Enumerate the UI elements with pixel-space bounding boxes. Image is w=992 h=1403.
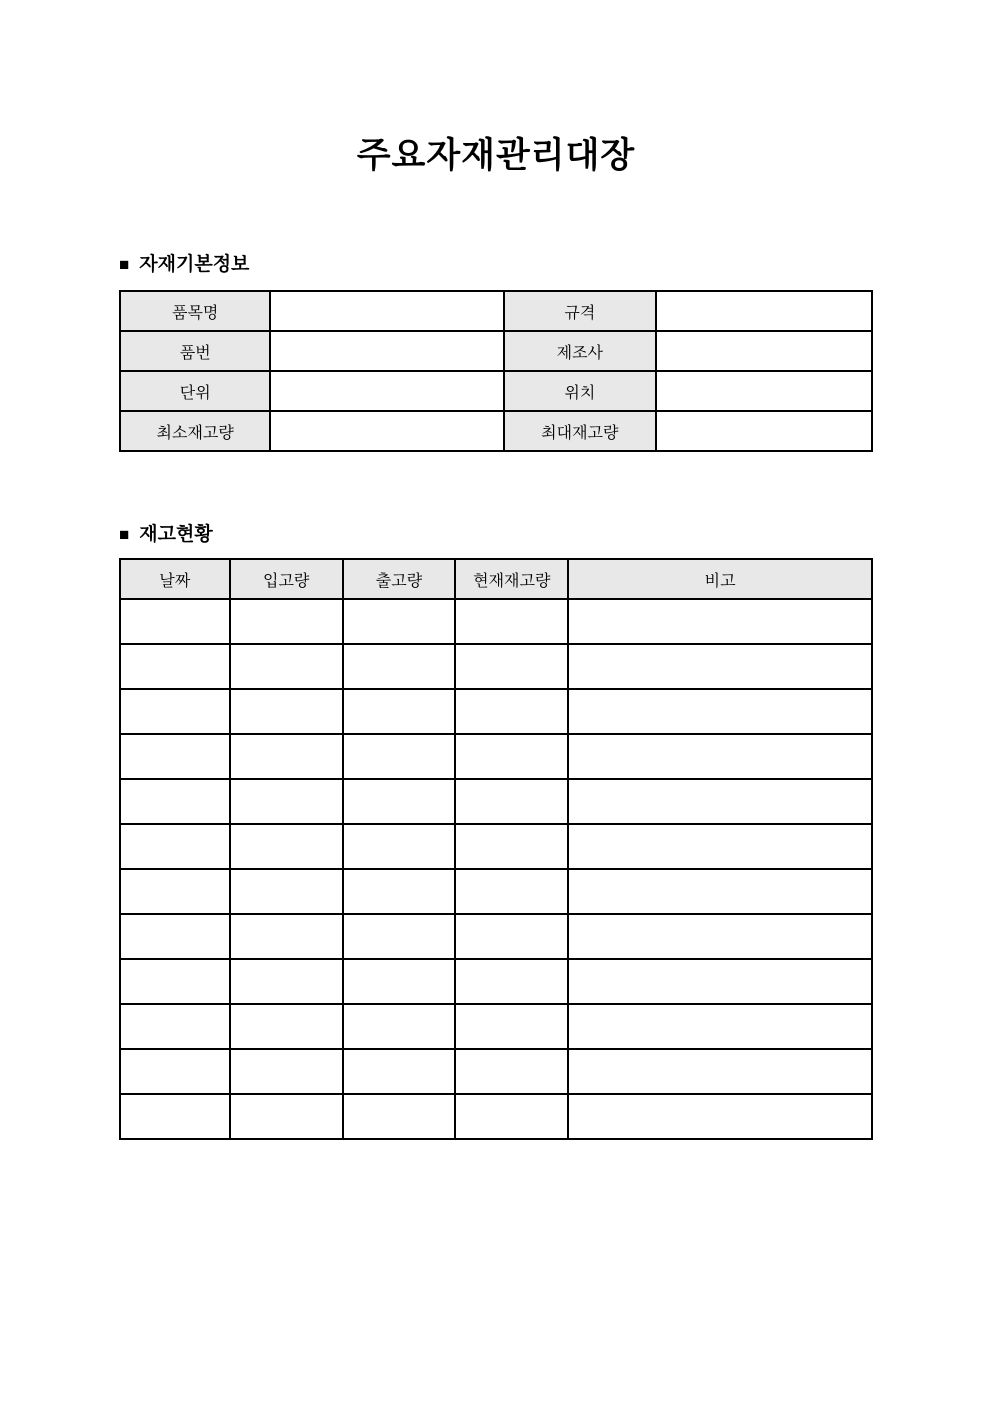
stock-cell-empty bbox=[230, 914, 343, 959]
stock-cell-empty bbox=[568, 599, 872, 644]
stock-cell-empty bbox=[568, 734, 872, 779]
field-value-unit bbox=[270, 371, 503, 411]
field-label-max-stock: 최대재고량 bbox=[504, 411, 657, 451]
stock-cell-empty bbox=[568, 1004, 872, 1049]
stock-cell-empty bbox=[230, 779, 343, 824]
field-label-unit: 단위 bbox=[120, 371, 270, 411]
stock-cell-empty bbox=[230, 869, 343, 914]
stock-cell-empty bbox=[455, 824, 568, 869]
stock-cell-empty bbox=[343, 644, 456, 689]
stock-cell-empty bbox=[568, 1094, 872, 1139]
stock-row bbox=[120, 869, 872, 914]
section-bullet-icon: ■ bbox=[119, 255, 130, 274]
stock-row bbox=[120, 599, 872, 644]
stock-cell-empty bbox=[568, 914, 872, 959]
stock-row bbox=[120, 1049, 872, 1094]
stock-cell-empty bbox=[343, 779, 456, 824]
field-label-spec: 규격 bbox=[504, 291, 657, 331]
stock-status-table bbox=[119, 558, 873, 1140]
stock-cell-empty bbox=[455, 689, 568, 734]
stock-header-row bbox=[120, 559, 872, 599]
section-heading-label: 자재기본정보 bbox=[139, 254, 250, 275]
basic-info-row bbox=[120, 371, 872, 411]
stock-cell-empty bbox=[455, 1004, 568, 1049]
basic-info-table bbox=[119, 290, 873, 452]
stock-cell-empty bbox=[455, 734, 568, 779]
stock-cell-empty bbox=[455, 1049, 568, 1094]
basic-info-row bbox=[120, 291, 872, 331]
section-heading-basic-info bbox=[119, 253, 873, 276]
stock-row bbox=[120, 779, 872, 824]
column-header-date: 날짜 bbox=[120, 559, 230, 599]
stock-table-body bbox=[120, 599, 872, 1139]
stock-cell-empty bbox=[230, 734, 343, 779]
stock-cell-empty bbox=[230, 1004, 343, 1049]
basic-info-row bbox=[120, 331, 872, 371]
stock-cell-empty bbox=[230, 644, 343, 689]
stock-row bbox=[120, 689, 872, 734]
section-heading-label: 재고현황 bbox=[139, 524, 213, 545]
stock-cell-empty bbox=[568, 644, 872, 689]
field-value-max-stock bbox=[656, 411, 872, 451]
stock-cell-empty bbox=[568, 1049, 872, 1094]
stock-row bbox=[120, 824, 872, 869]
stock-cell-empty bbox=[343, 1049, 456, 1094]
field-label-location: 위치 bbox=[504, 371, 657, 411]
stock-cell-empty bbox=[343, 1094, 456, 1139]
stock-cell-empty bbox=[120, 734, 230, 779]
stock-cell-empty bbox=[343, 959, 456, 1004]
stock-cell-empty bbox=[568, 959, 872, 1004]
stock-cell-empty bbox=[120, 779, 230, 824]
field-label-part-no: 품번 bbox=[120, 331, 270, 371]
column-header-inbound-qty: 입고량 bbox=[230, 559, 343, 599]
field-value-item-name bbox=[270, 291, 503, 331]
stock-cell-empty bbox=[455, 869, 568, 914]
stock-cell-empty bbox=[455, 779, 568, 824]
column-header-current-stock: 현재재고량 bbox=[455, 559, 568, 599]
stock-cell-empty bbox=[343, 824, 456, 869]
stock-cell-empty bbox=[120, 914, 230, 959]
stock-cell-empty bbox=[343, 599, 456, 644]
stock-cell-empty bbox=[120, 1094, 230, 1139]
stock-cell-empty bbox=[120, 1004, 230, 1049]
stock-cell-empty bbox=[343, 1004, 456, 1049]
field-value-spec bbox=[656, 291, 872, 331]
field-value-location bbox=[656, 371, 872, 411]
stock-row bbox=[120, 1094, 872, 1139]
stock-row bbox=[120, 914, 872, 959]
stock-cell-empty bbox=[120, 824, 230, 869]
stock-row bbox=[120, 644, 872, 689]
column-header-outbound-qty: 출고량 bbox=[343, 559, 456, 599]
stock-cell-empty bbox=[455, 599, 568, 644]
stock-cell-empty bbox=[343, 689, 456, 734]
stock-cell-empty bbox=[230, 689, 343, 734]
stock-cell-empty bbox=[120, 599, 230, 644]
stock-row bbox=[120, 959, 872, 1004]
stock-cell-empty bbox=[120, 959, 230, 1004]
stock-row bbox=[120, 734, 872, 779]
section-heading-stock-status bbox=[119, 523, 873, 546]
stock-cell-empty bbox=[568, 779, 872, 824]
stock-cell-empty bbox=[230, 959, 343, 1004]
stock-cell-empty bbox=[455, 959, 568, 1004]
section-bullet-icon: ■ bbox=[119, 525, 130, 544]
basic-info-row bbox=[120, 411, 872, 451]
field-value-min-stock bbox=[270, 411, 503, 451]
page-title: 주요자재관리대장 bbox=[356, 136, 636, 175]
field-value-part-no bbox=[270, 331, 503, 371]
stock-cell-empty bbox=[120, 1049, 230, 1094]
stock-cell-empty bbox=[455, 914, 568, 959]
stock-cell-empty bbox=[568, 869, 872, 914]
stock-cell-empty bbox=[230, 1094, 343, 1139]
stock-cell-empty bbox=[455, 644, 568, 689]
stock-cell-empty bbox=[230, 824, 343, 869]
stock-cell-empty bbox=[230, 1049, 343, 1094]
stock-cell-empty bbox=[568, 689, 872, 734]
stock-cell-empty bbox=[343, 734, 456, 779]
stock-cell-empty bbox=[343, 914, 456, 959]
stock-cell-empty bbox=[230, 599, 343, 644]
field-label-item-name: 품목명 bbox=[120, 291, 270, 331]
stock-cell-empty bbox=[120, 689, 230, 734]
column-header-remarks: 비고 bbox=[568, 559, 872, 599]
stock-cell-empty bbox=[568, 824, 872, 869]
stock-cell-empty bbox=[343, 869, 456, 914]
stock-cell-empty bbox=[120, 644, 230, 689]
stock-cell-empty bbox=[455, 1094, 568, 1139]
field-label-manufacturer: 제조사 bbox=[504, 331, 657, 371]
stock-row bbox=[120, 1004, 872, 1049]
stock-cell-empty bbox=[120, 869, 230, 914]
field-label-min-stock: 최소재고량 bbox=[120, 411, 270, 451]
field-value-manufacturer bbox=[656, 331, 872, 371]
